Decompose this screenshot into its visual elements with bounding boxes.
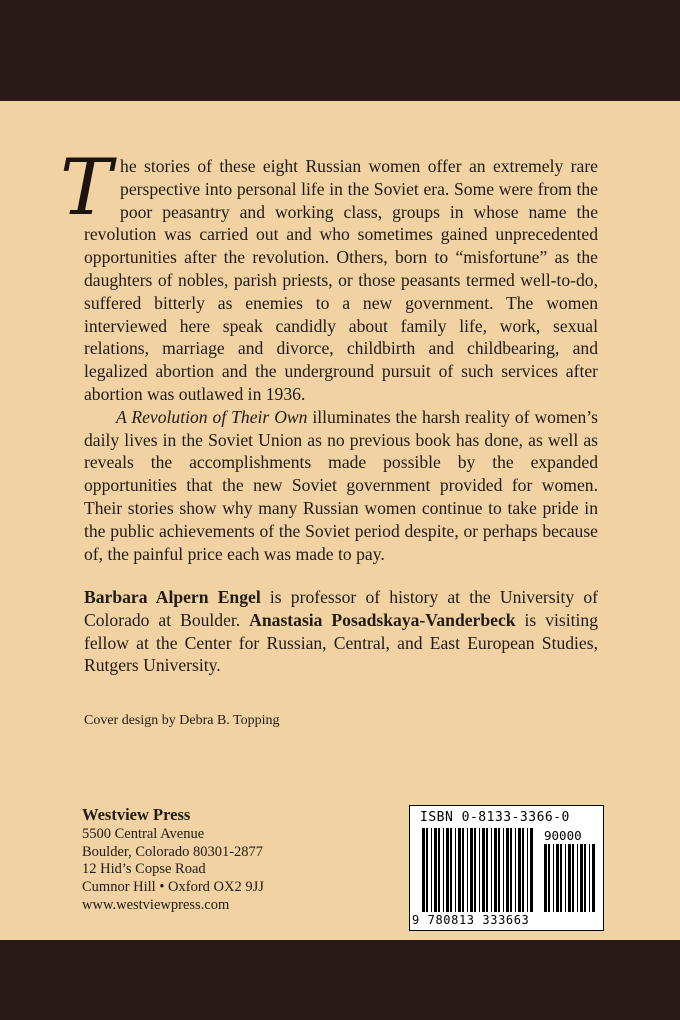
back-cover-panel [0,101,680,940]
publisher-address-line-4: Cumnor Hill • Oxford OX2 9JJ [82,879,264,896]
isbn-text: ISBN 0-8133-3366-0 [420,810,570,825]
publisher-name: Westview Press [82,805,191,824]
publisher-address-line-1: 5500 Central Avenue [82,825,205,842]
book-title-italic: A Revolution of Their Own [116,406,308,427]
description-paragraph-1-text: he stories of these eight Russian women offer an extremely rare perspective into personal life in the Soviet era. Some were from the poor peasantry and working class, groups in whose name the revolution was carried out and who sometimes gained unprecedented opportunities after the revolution. Others, born to “misfortune” as the daughters of nobles, parish priests, or those peasants termed well-to-do, suffered bitterly as enemies to a new government. The women interviewed here speak candidly about family life, work, sexual relations, marriage and divorce, childbirth and childbearing, and legalized abortion and the underground pursuit of such services after abortion was outlawed in 1936. [84,156,598,404]
description-paragraph-2 [84,406,598,566]
top-dark-band [0,0,680,101]
author-1-desc: is professor of history at the University of Colorado at Boulder. [84,587,598,630]
description-paragraph-2-text: illuminates the harsh reality of women’s daily lives in the Soviet Union as no previous book has done, as well as reveals the accomplishments made possible by the expanded opportunities that the new Soviet government provided for women. Their stories show why many Russian women continue to take pride in the public achievements of the Soviet period despite, or perhaps because of, the painful price each was made to pay. [84,406,598,564]
description-paragraph-1 [60,143,598,406]
publisher-block [82,806,382,915]
barcode-bars-graphic [410,806,603,930]
cover-design-credit: Cover design by Debra B. Topping [84,713,280,728]
publisher-website: www.westviewpress.com [82,896,230,913]
barcode-addon-number: 90000 [544,828,582,843]
book-description [60,143,598,565]
author-1-name: Barbara Alpern Engel [84,587,261,607]
author-bio [84,586,598,677]
isbn-barcode [409,805,604,931]
publisher-address-line-3: 12 Hid’s Copse Road [82,861,206,878]
publisher-address-line-2: Boulder, Colorado 80301-2877 [82,843,264,860]
bottom-dark-band [0,940,680,1020]
author-2-name: Anastasia Posadskaya-Vanderbeck [249,609,516,630]
barcode-ean-number: 9 780813 333663 [412,913,530,927]
author-2-desc: is visiting fellow at the Center for Russian, Central, and East European Studies, Rutgers University. [84,609,598,676]
drop-cap-letter: T [60,143,113,233]
